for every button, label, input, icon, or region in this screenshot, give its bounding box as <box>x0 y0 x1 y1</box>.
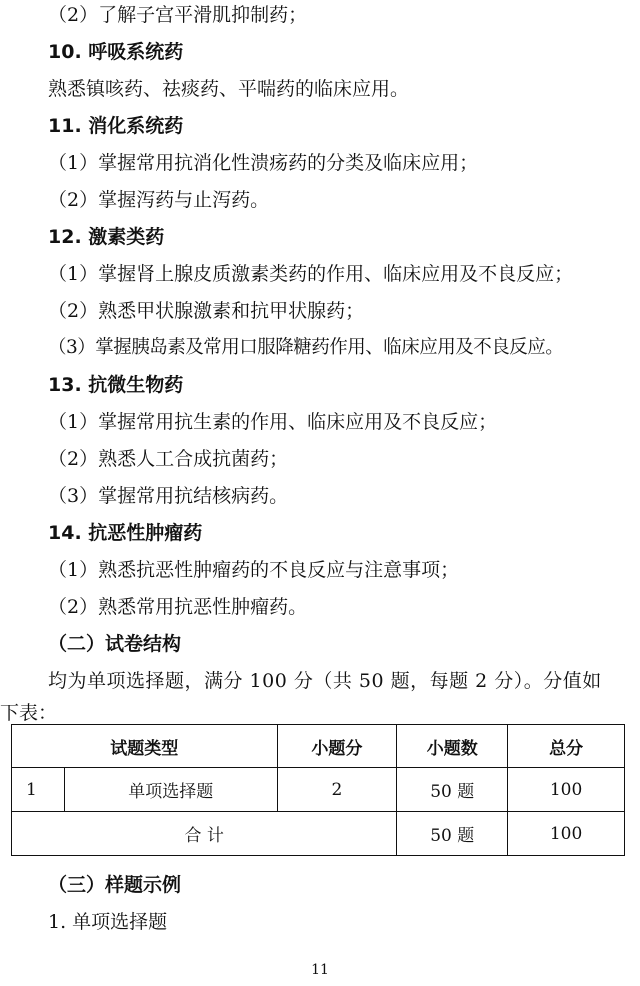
item-line: （2）熟悉人工合成抗菌药； <box>48 448 289 470</box>
header-cell: 试题类型 <box>12 725 278 768</box>
header-cell: 小题分 <box>277 725 397 768</box>
section-heading: 10. 呼吸系统药 <box>48 41 184 63</box>
item-line: （2）掌握泻药与止泻药。 <box>48 189 270 211</box>
table-cell: 合 计 <box>12 812 397 856</box>
section-heading: 14. 抗恶性肿瘤药 <box>48 522 203 544</box>
item-line: （2）熟悉甲状腺激素和抗甲状腺药； <box>48 300 365 322</box>
table-cell: 2 <box>277 768 397 812</box>
item-line: （2）了解子宫平滑肌抑制药； <box>48 4 308 26</box>
table-cell: 100 <box>508 812 625 856</box>
paragraph-line: 均为单项选择题，满分 100 分（共 50 题，每题 2 分）。分值如 <box>48 670 602 692</box>
item-line: 1. 单项选择题 <box>48 911 168 933</box>
section-heading: 11. 消化系统药 <box>48 115 184 137</box>
item-line: （2）熟悉常用抗恶性肿瘤药。 <box>48 596 308 618</box>
item-line: （3）掌握胰岛素及常用口服降糖药作用、临床应用及不良反应。 <box>48 337 564 358</box>
table-row <box>12 768 625 812</box>
table-total-row <box>12 812 625 856</box>
table-cell: 单项选择题 <box>64 768 277 812</box>
item-line: （1）掌握常用抗消化性溃疡药的分类及临床应用； <box>48 152 479 174</box>
score-table <box>11 724 625 856</box>
table-cell: 1 <box>12 768 65 812</box>
section-heading: 13. 抗微生物药 <box>48 374 184 396</box>
table-cell: 50 题 <box>397 812 508 856</box>
item-line: 熟悉镇咳药、祛痰药、平喘药的临床应用。 <box>48 78 410 100</box>
subsection-heading: （二）试卷结构 <box>48 633 182 655</box>
item-line: （3）掌握常用抗结核病药。 <box>48 485 289 507</box>
header-cell: 总分 <box>508 725 625 768</box>
table-header-row <box>12 725 625 768</box>
subsection-heading: （三）样题示例 <box>48 874 182 896</box>
section-heading: 12. 激素类药 <box>48 226 165 248</box>
table-cell: 50 题 <box>397 768 508 812</box>
paragraph-line: 下表： <box>0 702 58 724</box>
page-number: 11 <box>311 962 329 978</box>
item-line: （1）掌握肾上腺皮质激素类药的作用、临床应用及不良反应； <box>48 263 574 285</box>
header-cell: 小题数 <box>397 725 508 768</box>
table-cell: 100 <box>508 768 625 812</box>
item-line: （1）掌握常用抗生素的作用、临床应用及不良反应； <box>48 411 498 433</box>
item-line: （1）熟悉抗恶性肿瘤药的不良反应与注意事项； <box>48 559 460 581</box>
